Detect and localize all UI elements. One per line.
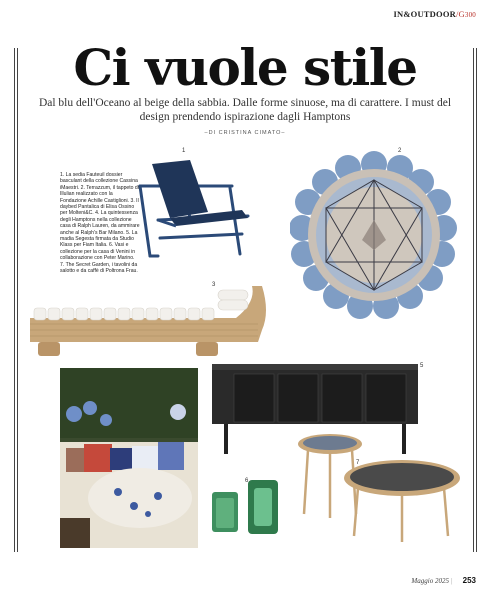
- section-label: IN&OUTDOOR: [393, 9, 456, 19]
- product-caption: 1. La sedia Fauteuil dossier basculant della collezione Cassina iMaestri. 2. Terrazzum, il tappeto di Illulian realizzato con la Fondazione Achille Castiglioni. 3. Il daybed Pantalica di Elisa Ossino per Molteni&C. 4. La quintessenza degli Hamptons nella collezione casa di Ralph Lauren, da ammirare anche al Ralph's Bar Milano. 5. La madia Segesta firmata da Studio Klass per Fiam Italia. 6. Vasi e collezione per la casa di Venini in collaborazione con Peter Marino. 7. The Secret Garden, i tavolini da salotto e da caffè di Poltrona Frau.: [60, 172, 140, 275]
- label-6: 6: [245, 478, 249, 484]
- chair-image: [130, 158, 260, 268]
- label-3: 3: [212, 282, 216, 288]
- label-7: 7: [356, 460, 360, 466]
- section-header: [394, 9, 476, 19]
- issue-date: Maggio 2025: [411, 577, 449, 585]
- label-1: 1: [182, 148, 186, 154]
- issue-number: 300: [464, 11, 476, 19]
- page-title: Ci vuole stile: [73, 38, 417, 97]
- page-number: 253: [462, 576, 476, 585]
- daybed-image: [26, 282, 268, 360]
- coffee-tables-image: [296, 430, 464, 550]
- rug-image: [290, 150, 458, 320]
- outdoor-scene-photo: [60, 368, 198, 548]
- vases-image: [208, 478, 288, 536]
- page-subtitle: Dal blu dell'Oceano al beige della sabbia. Dalle forme sinuose, ma di carattere. I must del design prendendo ispirazione dagli Hamptons: [38, 97, 452, 123]
- right-rule: [473, 48, 474, 552]
- brand-letter: G: [458, 9, 465, 19]
- byline: –DI CRISTINA CIMATO–: [204, 130, 286, 136]
- right-rule-inner: [476, 48, 477, 552]
- section-slash: /: [455, 9, 459, 19]
- left-rule-inner: [17, 48, 18, 552]
- left-rule: [14, 48, 15, 552]
- page-footer: Maggio 2025 | 253: [411, 576, 476, 585]
- label-2: 2: [398, 148, 402, 154]
- label-5: 5: [420, 363, 424, 369]
